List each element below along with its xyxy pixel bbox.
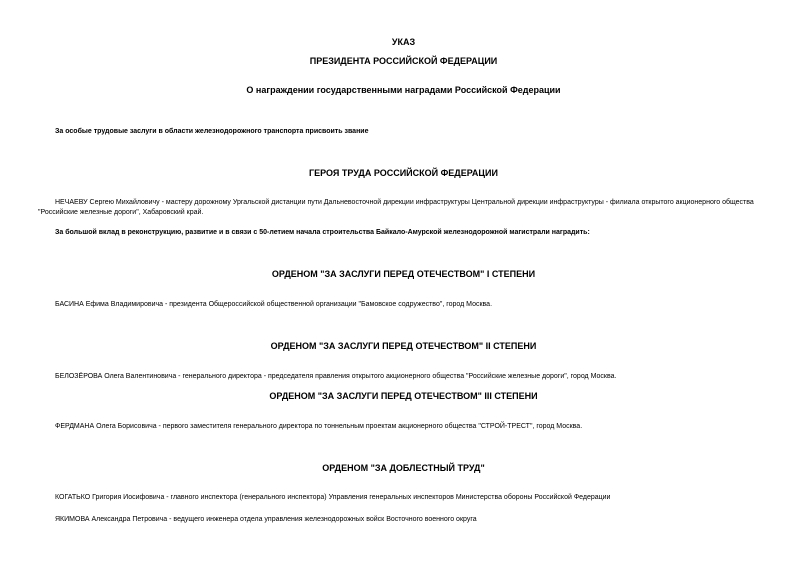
decree-subject: О награждении государственными наградами Российской Федерации [246, 85, 561, 95]
decree-issuer: ПРЕЗИДЕНТА РОССИЙСКОЙ ФЕДЕРАЦИИ [309, 56, 498, 66]
decree-title: УКАЗ [391, 37, 416, 47]
award-title-order-4: ОРДЕНОМ "ЗА ДОБЛЕСТНЫЙ ТРУД" [322, 463, 485, 473]
award-title-order-3: ОРДЕНОМ "ЗА ЗАСЛУГИ ПЕРЕД ОТЕЧЕСТВОМ" III СТЕПЕНИ [269, 391, 538, 401]
recipient-line: ЯКИМОВА Александра Петровича - ведущего инженера отдела управления железнодорожных войск Восточного военного округа [55, 516, 477, 523]
recipient-line-continuation: "Российские железные дороги", Хабаровский край. [38, 209, 204, 216]
preamble-hero: За особые трудовые заслуги в области железнодорожного транспорта присвоить звание [55, 128, 369, 135]
award-title-order-2: ОРДЕНОМ "ЗА ЗАСЛУГИ ПЕРЕД ОТЕЧЕСТВОМ" II СТЕПЕНИ [270, 341, 537, 351]
recipient-line: КОГАТЬКО Григория Иосифовича - главного инспектора (генерального инспектора) Управления генеральных инспекторов Министерства обороны Российской Федерации [55, 494, 611, 501]
recipient-line: БАСИНА Ефима Владимировича - президента Общероссийской общественной организации "Бамовское содружество", город Москва. [55, 301, 493, 308]
award-title-hero: ГЕРОЯ ТРУДА РОССИЙСКОЙ ФЕДЕРАЦИИ [309, 168, 498, 178]
preamble-orders: За большой вклад в реконструкцию, развитие и в связи с 50-летием начала строительства Байкало-Амурской железнодорожной магистрали наградить: [55, 229, 590, 236]
award-title-order-1: ОРДЕНОМ "ЗА ЗАСЛУГИ ПЕРЕД ОТЕЧЕСТВОМ" I СТЕПЕНИ [271, 269, 536, 279]
recipient-line: БЕЛОЗЁРОВА Олега Валентиновича - генерального директора - председателя правления открытого акционерного общества "Российские железные дороги", город Москва. [55, 373, 617, 380]
recipient-line: НЕЧАЕВУ Сергею Михайловичу - мастеру дорожному Ургальской дистанции пути Дальневосточной дирекции инфраструктуры Центральной дирекции инфраструктуры - филиала открытого акционерного общества [55, 199, 754, 206]
recipient-line: ФЕРДМАНА Олега Борисовича - первого заместителя генерального директора по тоннельным проектам акционерного общества "СТРОЙ-ТРЕСТ", город Москва. [55, 423, 583, 430]
